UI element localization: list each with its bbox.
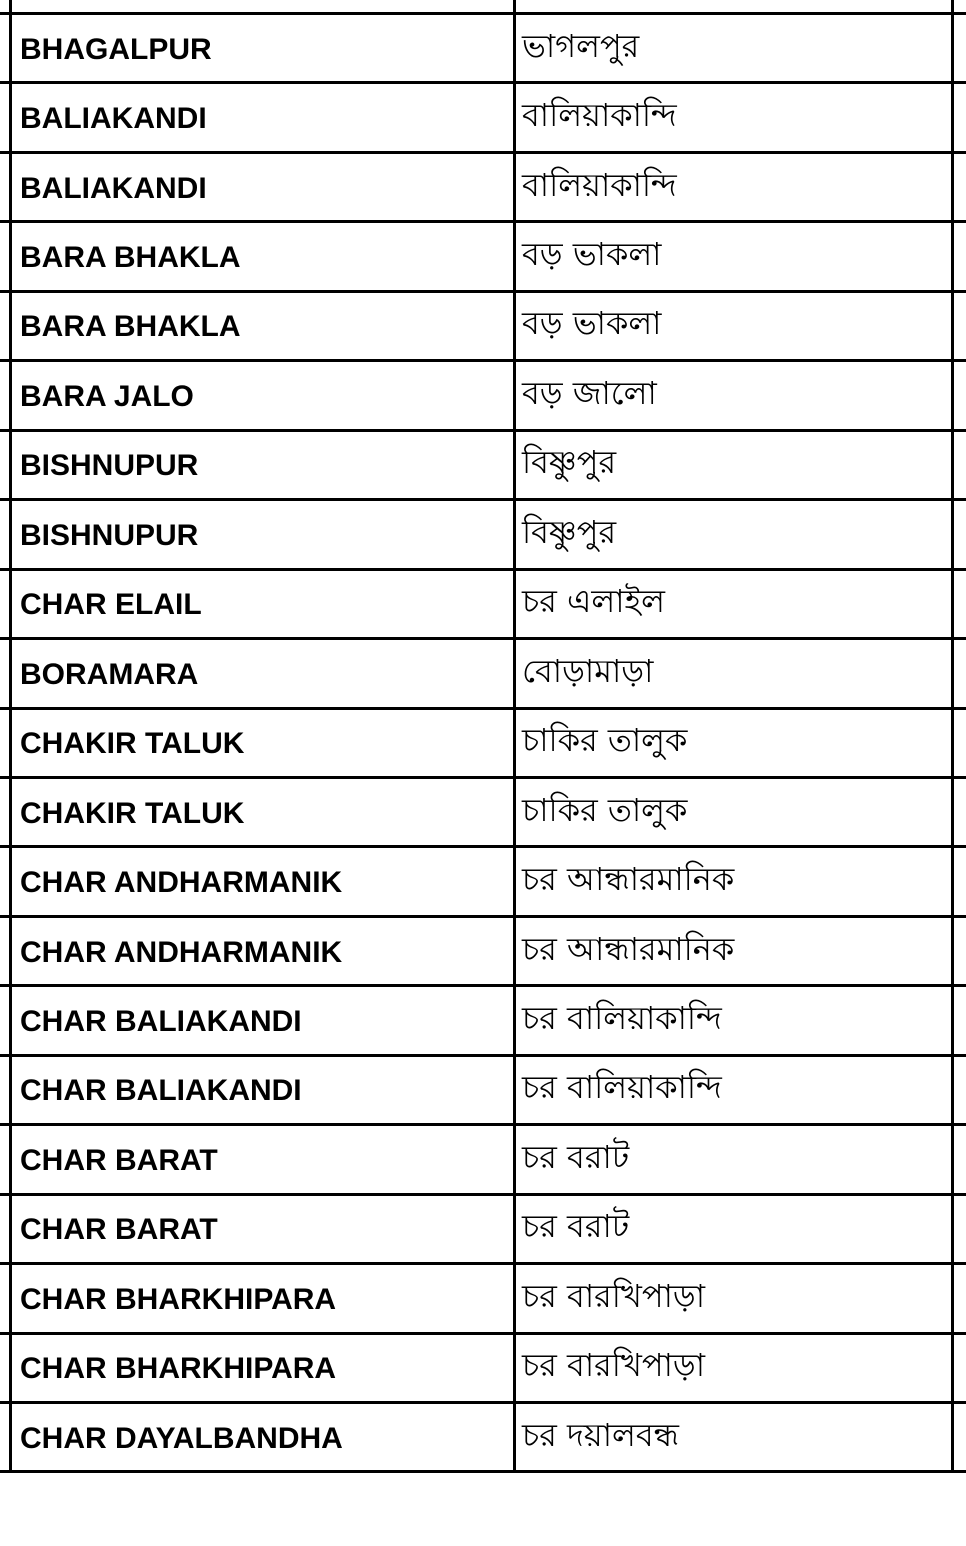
bengali-place-name: বালিয়াকান্দি bbox=[522, 165, 677, 204]
bengali-place-name: চর বরাট bbox=[522, 1207, 630, 1246]
english-place-name: CHAR BALIAKANDI bbox=[20, 1074, 302, 1108]
table-row bbox=[0, 708, 966, 777]
english-place-name: BARA JALO bbox=[20, 379, 194, 413]
bengali-place-name: বালিয়াকান্দি bbox=[522, 96, 677, 135]
bengali-place-name: বড় জালো bbox=[522, 373, 657, 412]
bengali-place-name: চাকির তালুক bbox=[522, 790, 688, 829]
english-place-name: CHAKIR TALUK bbox=[20, 796, 245, 830]
table-row bbox=[0, 82, 966, 151]
english-place-name: CHAR ELAIL bbox=[20, 588, 202, 622]
bengali-place-name: বোড়ামাড়া bbox=[522, 651, 654, 690]
english-place-name: BARA BHAKLA bbox=[20, 241, 241, 275]
table-row bbox=[0, 985, 966, 1054]
english-place-name: CHAR ANDHARMANIK bbox=[20, 866, 343, 900]
bengali-place-name: চর বারখিপাড়া bbox=[522, 1346, 706, 1385]
english-place-name: CHAR BALIAKANDI bbox=[20, 1004, 302, 1038]
english-place-name: BHAGALPUR bbox=[20, 32, 212, 66]
table-row bbox=[0, 1055, 966, 1124]
english-place-name: CHAR ANDHARMANIK bbox=[20, 935, 343, 969]
bengali-place-name: চর দয়ালবন্ধ bbox=[522, 1415, 679, 1454]
english-place-name: BARA BHAKLA bbox=[20, 310, 241, 344]
table-row bbox=[0, 221, 966, 290]
bengali-place-name: চর বালিয়াকান্দি bbox=[522, 998, 722, 1037]
bengali-place-name: চর আন্ধারমানিক bbox=[522, 860, 735, 899]
table-row bbox=[0, 430, 966, 499]
english-place-name: CHAR BHARKHIPARA bbox=[20, 1352, 337, 1386]
table-row bbox=[0, 916, 966, 985]
english-place-name: BALIAKANDI bbox=[20, 102, 207, 136]
table-row bbox=[0, 1194, 966, 1263]
table-row bbox=[0, 499, 966, 568]
bengali-place-name: চাকির তালুক bbox=[522, 721, 688, 760]
table-row bbox=[0, 1263, 966, 1332]
table-row bbox=[0, 1402, 966, 1471]
english-place-name: CHAKIR TALUK bbox=[20, 727, 245, 761]
table-row bbox=[0, 777, 966, 846]
bengali-place-name: চর এলাইল bbox=[522, 582, 665, 621]
bengali-place-name: চর বরাট bbox=[522, 1137, 630, 1176]
table-row bbox=[0, 846, 966, 915]
table-row bbox=[0, 360, 966, 429]
table-row bbox=[0, 13, 966, 82]
table-row bbox=[0, 638, 966, 707]
table-row bbox=[0, 152, 966, 221]
english-place-name: CHAR BARAT bbox=[20, 1213, 218, 1247]
english-place-name: CHAR BARAT bbox=[20, 1143, 218, 1177]
english-place-name: CHAR BHARKHIPARA bbox=[20, 1282, 337, 1316]
bengali-place-name: ভাগলপুর bbox=[522, 26, 640, 65]
english-place-name: BALIAKANDI bbox=[20, 171, 207, 205]
english-place-name: BISHNUPUR bbox=[20, 449, 199, 483]
english-place-name: BISHNUPUR bbox=[20, 518, 199, 552]
bengali-place-name: বিষ্ণুপুর bbox=[522, 443, 617, 482]
table-row bbox=[0, 569, 966, 638]
english-place-name: CHAR DAYALBANDHA bbox=[20, 1421, 343, 1455]
table-row bbox=[0, 1124, 966, 1193]
bengali-place-name: চর বালিয়াকান্দি bbox=[522, 1068, 722, 1107]
english-place-name: BORAMARA bbox=[20, 657, 199, 691]
bengali-place-name: বড় ভাকলা bbox=[522, 304, 662, 343]
bengali-place-name: বিষ্ণুপুর bbox=[522, 512, 617, 551]
bengali-place-name: চর বারখিপাড়া bbox=[522, 1276, 706, 1315]
table-row bbox=[0, 291, 966, 360]
bengali-place-name: বড় ভাকলা bbox=[522, 235, 662, 274]
bengali-place-name: চর আন্ধারমানিক bbox=[522, 929, 735, 968]
table-row bbox=[0, 1333, 966, 1402]
